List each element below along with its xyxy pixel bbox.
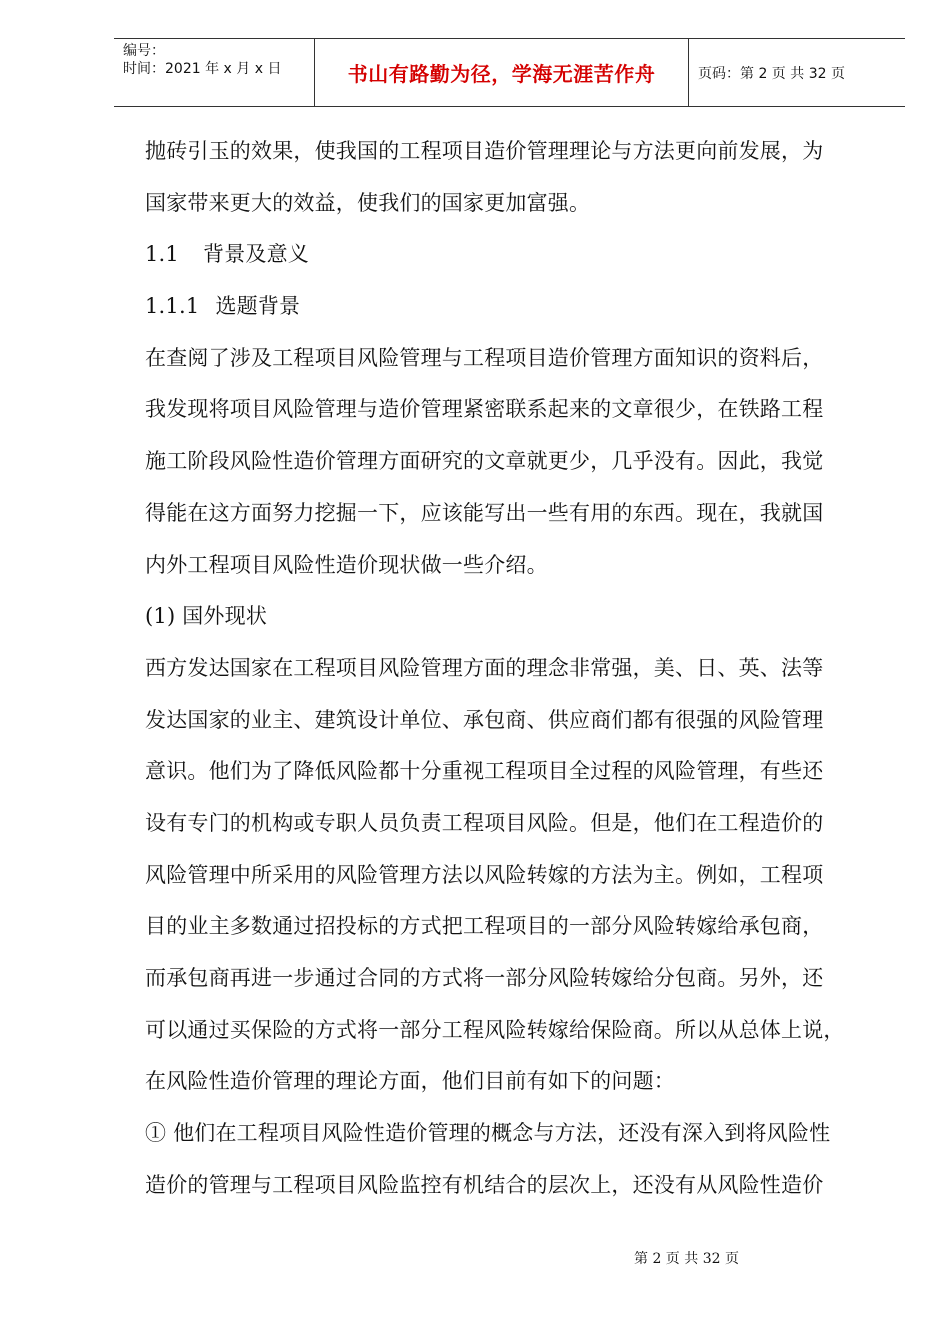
subsection-title: 选题背景 [215,294,301,319]
text-line: 设有专门的机构或专职人员负责工程项目风险。但是，他们在工程造价的 [145,810,824,835]
text-line: 可以通过买保险的方式将一部分工程风险转嫁给保险商。所以从总体上说， [145,1017,845,1042]
serial-label: 编号： [123,43,165,59]
document-header [114,38,905,107]
text-line: 国家带来更大的效益，使我们的国家更加富强。 [145,190,591,215]
text-line: 施工阶段风险性造价管理方面研究的文章就更少，几乎没有。因此，我觉 [145,449,824,474]
text-line: 内外工程项目风险性造价现状做一些介绍。 [145,552,548,577]
text-line: 意识。他们为了降低风险都十分重视工程项目全过程的风险管理，有些还 [145,759,824,784]
time-label: 时间：2021 年 x 月 x 日 [123,61,282,77]
text-line: 西方发达国家在工程项目风险管理方面的理念非常强，美、日、英、法等 [145,655,824,680]
text-line: 造价的管理与工程项目风险监控有机结合的层次上，还没有从风险性造价 [145,1172,824,1197]
text-line: 我发现将项目风险管理与造价管理紧密联系起来的文章很少，在铁路工程 [145,397,824,422]
text-line: 抛砖引玉的效果，使我国的工程项目造价管理理论与方法更向前发展，为 [145,139,824,163]
section-title: 背景及意义 [203,242,309,267]
header-meta [114,39,315,106]
footer-page-number: 第 2 页 共 32 页 [634,1251,739,1267]
text-line: 风险管理中所采用的风险管理方法以风险转嫁的方法为主。例如，工程项 [145,862,824,887]
text-line: 发达国家的业主、建筑设计单位、承包商、供应商们都有很强的风险管理 [145,707,824,732]
section-heading [145,229,865,281]
text-line: 目的业主多数通过招投标的方式把工程项目的一部分风险转嫁给承包商， [145,914,824,939]
section-number: 1.1 [145,242,179,267]
subsection-heading [145,281,865,333]
item-heading: (1) 国外现状 [145,604,268,629]
text-line: ① 他们在工程项目风险性造价管理的概念与方法，还没有深入到将风险性 [145,1121,831,1146]
text-line: 在风险性造价管理的理论方面，他们目前有如下的问题： [145,1069,675,1094]
text-line: 而承包商再进一步通过合同的方式将一部分风险转嫁给分包商。另外，还 [145,966,824,990]
subsection-number: 1.1.1 [145,294,200,319]
document-body [145,126,865,1211]
text-line: 得能在这方面努力挖掘一下，应该能写出一些有用的东西。现在，我就国 [145,500,824,525]
header-page-info: 页码：第 2 页 共 32 页 [698,65,845,82]
header-motto: 书山有路勤为径，学海无涯苦作舟 [315,39,689,106]
text-line: 在查阅了涉及工程项目风险管理与工程项目造价管理方面知识的资料后， [145,345,824,370]
